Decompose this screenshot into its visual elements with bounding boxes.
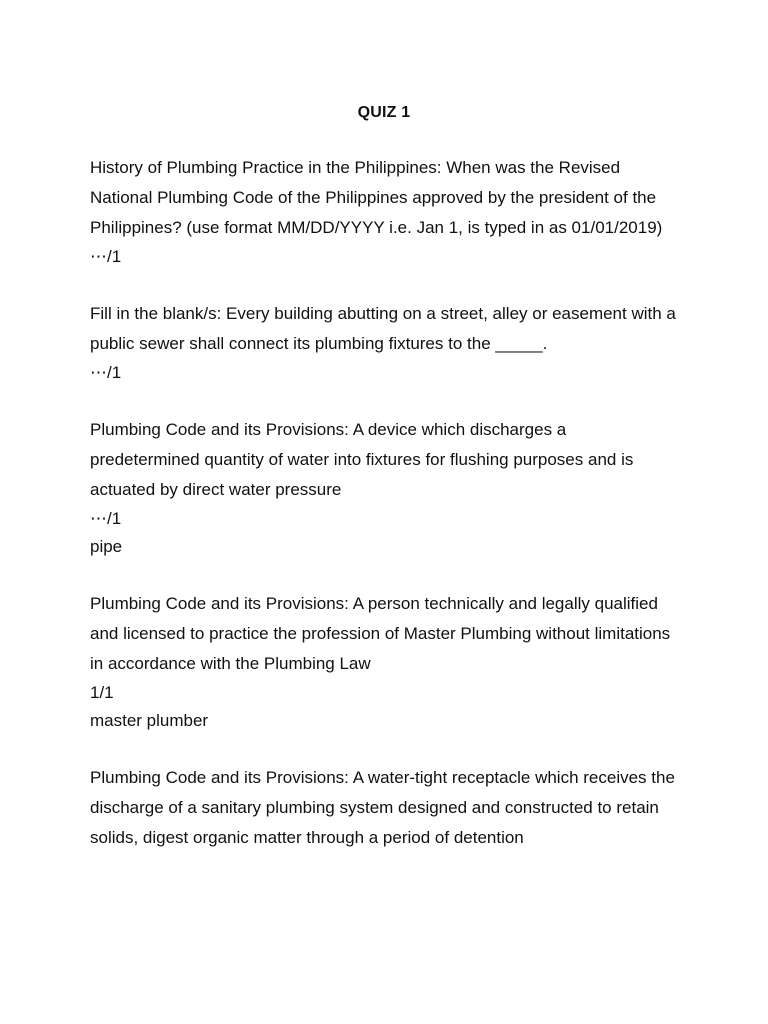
question-5 <box>90 763 678 853</box>
question-answer: pipe <box>90 537 123 556</box>
question-score: ⋯/1 <box>90 247 122 266</box>
question-2 <box>90 299 678 387</box>
question-score: ⋯/1 <box>90 363 122 382</box>
question-text: Fill in the blank/s: Every building abutting on a street, alley or easement with a public sewer shall connect its plumbing fixtures to the _____. <box>90 304 676 353</box>
question-answer: master plumber <box>90 711 209 730</box>
question-4 <box>90 589 678 735</box>
question-text: Plumbing Code and its Provisions: A person technically and legally qualified and licensed to practice the profession of Master Plumbing without limitations in accordance with the Plumbing Law <box>90 594 671 673</box>
quiz-title: QUIZ 1 <box>357 104 411 121</box>
question-score: 1/1 <box>90 683 114 702</box>
question-text: Plumbing Code and its Provisions: A device which discharges a predetermined quantity of water into fixtures for flushing purposes and is actuated by direct water pressure <box>90 420 634 499</box>
question-list <box>90 153 678 853</box>
question-3 <box>90 415 678 561</box>
question-1 <box>90 153 678 271</box>
question-text: History of Plumbing Practice in the Philippines: When was the Revised National Plumbing Code of the Philippines approved by the president of the Philippines? (use format MM/DD/YYYY i.e. Jan 1, is typed in as 01/01/2019) <box>90 158 663 237</box>
question-text: Plumbing Code and its Provisions: A water-tight receptacle which receives the discharge of a sanitary plumbing system designed and constructed to retain solids, digest organic matter through a period of detention <box>90 768 675 847</box>
question-score: ⋯/1 <box>90 509 122 528</box>
